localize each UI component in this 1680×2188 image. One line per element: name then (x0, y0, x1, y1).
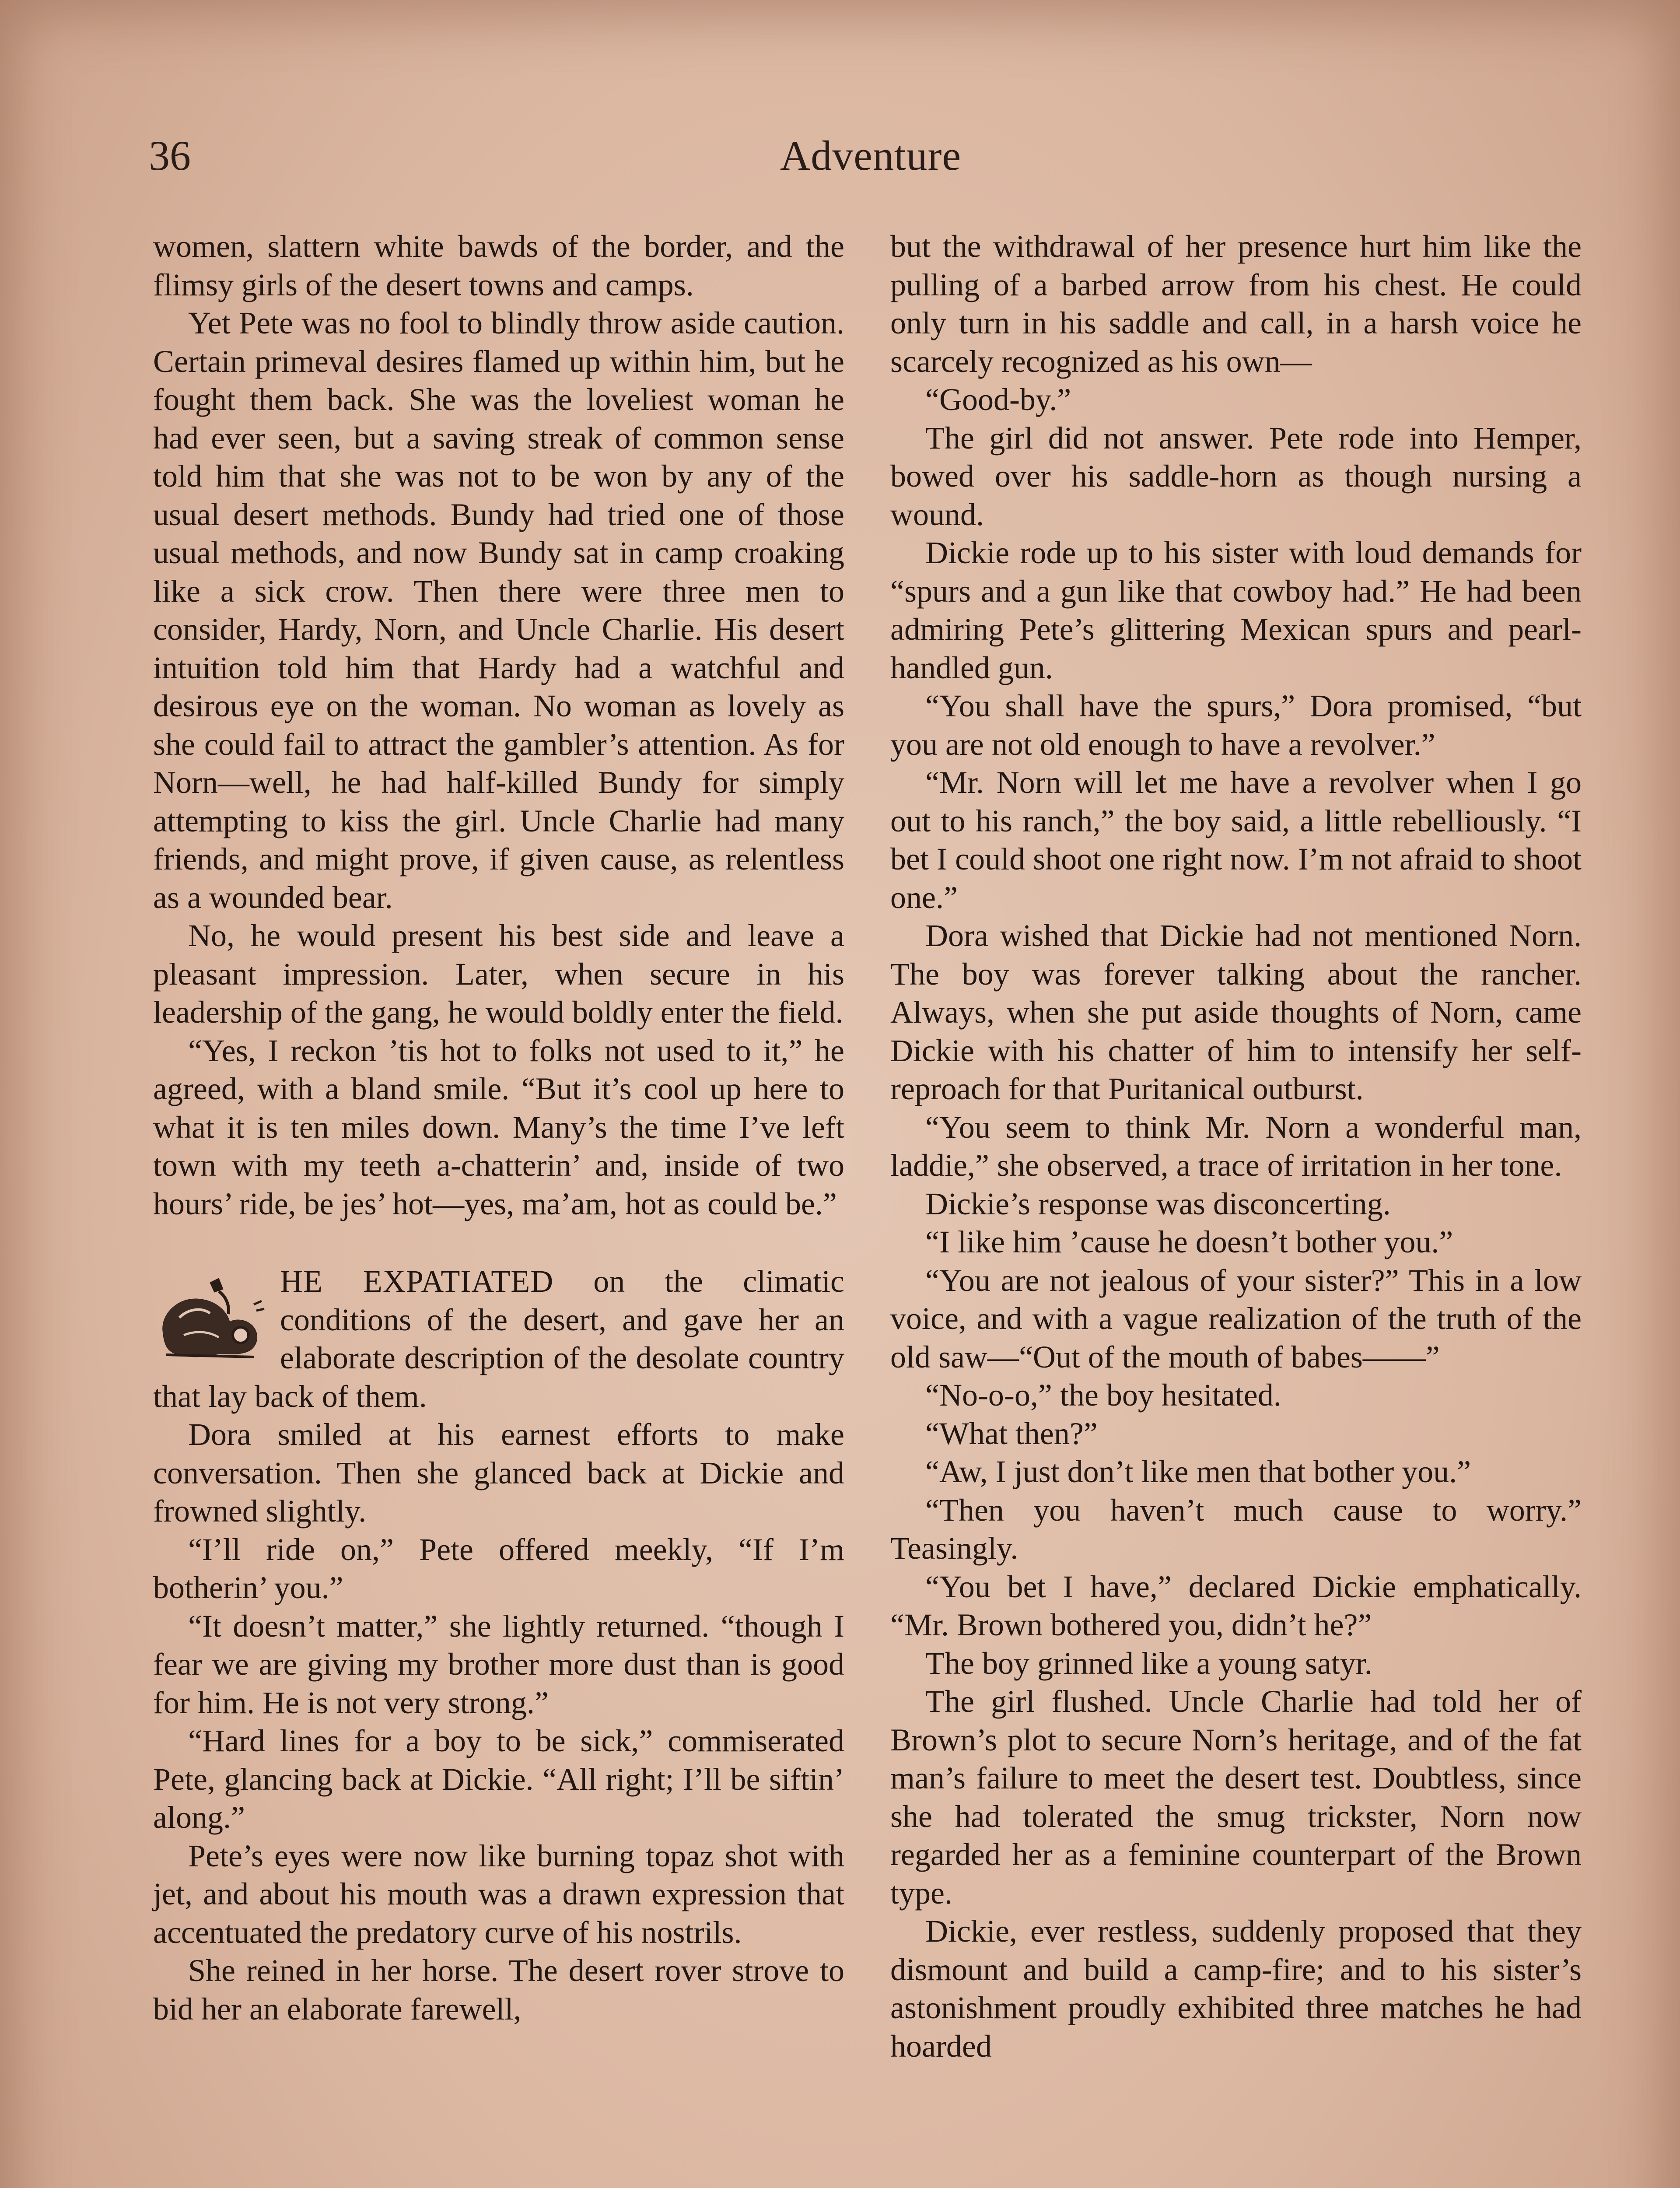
paragraph: Dickie’s response was disconcerting. (925, 1186, 1391, 1221)
paragraph: Dora smiled at his earnest efforts to make conversation. Then she glanced back at Dickie and frowned slightly. (153, 1417, 844, 1529)
paragraph: “You shall have the spurs,” Dora promised, “but you are not old enough to have a revolver.” (890, 688, 1582, 762)
paragraph: “Then you haven’t much cause to worry.” Teasingly. (890, 1492, 1582, 1566)
paragraph: Dora wished that Dickie had not mentioned Norn. The boy was forever talking about the rancher. Always, when she put aside thoughts of Norn, came Dickie with his chatter of him to intensify her self-reproach for that Puritanical outburst. (890, 918, 1582, 1106)
right-column (890, 228, 1582, 2065)
paragraph: “No-o-o,” the boy hesitated. (925, 1378, 1281, 1413)
paragraph: Pete’s eyes were now like burning topaz shot with jet, and about his mouth was a drawn expression that accentuated the predatory curve of his nostrils. (153, 1838, 844, 1950)
paragraph: women, slattern white bawds of the border, and the flimsy girls of the desert towns and camps. (153, 229, 844, 302)
dropcap-lead-text: HE EXPATIATED (280, 1264, 554, 1299)
running-title: Adventure (780, 132, 962, 179)
paragraph: She reined in her horse. The desert rover strove to bid her an elaborate farewell, (153, 1953, 844, 2027)
paragraph: “Yes, I reckon ’tis hot to folks not used to it,” he agreed, with a bland smile. “But it’s cool up here to what it is ten miles down. Many’s the time I’ve left town with my teeth a-chatterin’ and, inside of two hours’ ride, be jes’ hot—yes, ma’am, hot as could be.” (153, 1033, 844, 1221)
paragraph: but the withdrawal of her presence hurt him like the pulling of a barbed arrow from his chest. He could only turn in his saddle and call, in a harsh voice he scarcely recognized as his own— (890, 229, 1582, 379)
paragraph: “Hard lines for a boy to be sick,” commiserated Pete, glancing back at Dickie. “All right; I’ll be siftin’ along.” (153, 1723, 844, 1835)
paragraph: The girl did not answer. Pete rode into Hemper, bowed over his saddle-horn as though nursing a wound. (890, 420, 1582, 532)
page-header (149, 127, 1592, 188)
paragraph: “You are not jealous of your sister?” This in a low voice, and with a vague realization of the truth of the old saw—“Out of the mouth of babes——” (890, 1262, 1582, 1375)
paragraph: Dickie rode up to his sister with loud demands for “spurs and a gun like that cowboy had.” He had been admiring Pete’s glittering Mexican spurs and pearl-handled gun. (890, 535, 1582, 685)
dropcap-paragraph (153, 1262, 844, 1416)
paragraph: “What then?” (925, 1416, 1098, 1451)
paragraph: Yet Pete was no fool to blindly throw aside caution. Certain primeval desires flamed up within him, but he fought them back. She was the loveliest woman he had ever seen, but a saving streak of common sense told him that she was not to be won by any of the usual desert methods. Bundy had tried one of those usual methods, and now Bundy sat in camp croaking like a sick crow. Then there were three men to consider, Hardy, Norn, and Uncle Charlie. His desert intuition told him that Hardy had a watchful and desirous eye on the woman. No woman as lovely as she could fail to attract the gambler’s attention. As for Norn—well, he had half-killed Bundy for simply attempting to kiss the girl. Uncle Charlie had many friends, and might prove, if given cause, as relentless as a wounded bear. (153, 305, 844, 915)
decorative-initial-icon (153, 1265, 267, 1366)
paragraph: No, he would present his best side and leave a pleasant impression. Later, when secure in his leadership of the gang, he would boldly enter the field. (153, 918, 844, 1030)
section-break (153, 1223, 844, 1262)
paragraph: “Aw, I just don’t like men that bother you.” (925, 1454, 1471, 1489)
paragraph: “Mr. Norn will let me have a revolver when I go out to his ranch,” the boy said, a little rebelliously. “I bet I could shoot one right now. I’m not afraid to shoot one.” (890, 765, 1582, 915)
paragraph: The girl flushed. Uncle Charlie had told her of Brown’s plot to secure Norn’s heritage, and of the fat man’s failure to meet the desert test. Doubtless, since she had tolerated the smug trickster, Norn now regarded her as a feminine counterpart of the Brown type. (890, 1684, 1582, 1911)
page-number: 36 (149, 132, 191, 179)
paragraph: “You seem to think Mr. Norn a wonderful man, laddie,” she observed, a trace of irritation in her tone. (890, 1109, 1582, 1183)
paragraph: The boy grinned like a young satyr. (925, 1645, 1372, 1681)
paragraph: “I like him ’cause he doesn’t bother you.” (925, 1224, 1453, 1259)
paragraph: “Good-by.” (925, 382, 1071, 417)
paragraph: “It doesn’t matter,” she lightly returned. “though I fear we are giving my brother more dust than is good for him. He is not very strong.” (153, 1608, 844, 1720)
paragraph: “You bet I have,” declared Dickie emphatically. “Mr. Brown bothered you, didn’t he?” (890, 1569, 1582, 1642)
paragraph: “I’ll ride on,” Pete offered meekly, “If I’m botherin’ you.” (153, 1532, 844, 1605)
dropcap-rest-text: on the climatic conditions of the desert, and gave her an elaborate description of the desolate country that lay back of them. (153, 1264, 844, 1414)
paragraph: Dickie, ever restless, suddenly proposed that they dismount and build a camp-fire; and to his sister’s astonishment proudly exhibited three matches he had hoarded (890, 1914, 1582, 2064)
left-column (153, 228, 844, 2028)
